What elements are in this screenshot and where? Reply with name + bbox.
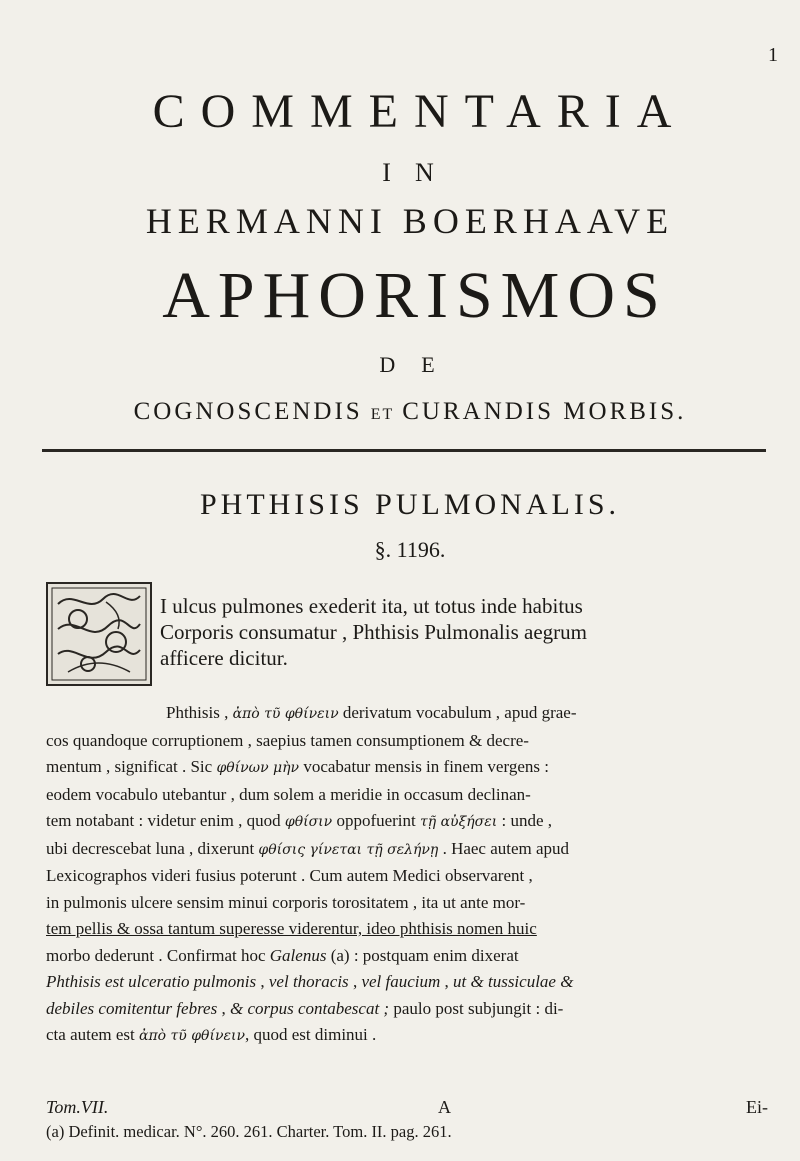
aphorism-line-1: I ulcus pulmones exederit ita, ut totus inde habitus	[160, 594, 583, 618]
tome-label: Tom.VII.	[46, 1097, 109, 1117]
title-aphorismos: APHORISMOS	[162, 259, 668, 332]
signature-mark: A	[438, 1097, 451, 1117]
commentary-line: tem pellis & ossa tantum superesse viderentur, ideo phthisis nomen huic	[46, 919, 537, 938]
commentary-line: Lexicographos videri fusius poterunt . Cum autem Medici observarent ,	[46, 866, 533, 885]
catchword: Ei-	[746, 1097, 768, 1117]
title-subject	[40, 398, 780, 426]
ornate-initial-drawing	[48, 584, 150, 684]
commentary-line: ubi decrescebat luna , dixerunt φθίσις γίνεται τῇ σελήνῃ . Haec autem apud	[46, 838, 570, 858]
footnote: (a) Definit. medicar. N°. 260. 261. Charter. Tom. II. pag. 261.	[46, 1122, 452, 1141]
subject-part1: COGNOSCENDIS	[133, 398, 363, 425]
aphorism-line-2: Corporis consumatur , Phthisis Pulmonalis aegrum	[160, 620, 587, 644]
title-author: HERMANNI BOERHAAVE	[145, 201, 675, 241]
title-in: IN	[382, 158, 458, 187]
subject-conjunction: ET	[370, 406, 395, 423]
commentary-line: cta autem est ἀπὸ τῦ φθίνειν, quod est diminui .	[46, 1025, 377, 1044]
commentary-line: debiles comitentur febres , & corpus contabescat ; paulo post subjungit : di-	[46, 998, 564, 1018]
aphorism-text	[160, 593, 766, 671]
commentary-line: Phthisis est ulceratio pulmonis , vel thoracis , vel faucium , ut & tussiculae &	[46, 972, 574, 991]
ornate-initial-icon	[46, 582, 152, 686]
commentary-line: tem notabant : videtur enim , quod φθίσιν oppofuerint τῇ αὐξήσει : unde ,	[46, 811, 553, 830]
commentary-line: eodem vocabulo utebantur , dum solem a meridie in occasum declinan-	[46, 784, 531, 804]
commentary-line: morbo dederunt . Confirmat hoc Galenus (a) : postquam enim dixerat	[46, 945, 519, 965]
commentary-body	[46, 700, 786, 1050]
commentary-line: mentum , significat . Sic φθίνων μὴν vocabatur mensis in finem vergens :	[46, 757, 549, 776]
section-title: PHTHISIS PULMONALIS.	[199, 488, 621, 521]
commentary-line: cos quandoque corruptionem , saepius tamen consumptionem & decre-	[46, 730, 529, 750]
subject-part2: CURANDIS MORBIS.	[402, 398, 687, 425]
paragraph-number: §. 1196.	[374, 537, 446, 562]
commentary-line: in pulmonis ulcere sensim minui corporis torositatem , ita ut ante mor-	[46, 892, 526, 912]
page-number: 1	[768, 44, 778, 66]
title-commentaria: COMMENTARIA	[152, 85, 688, 138]
commentary-line: Phthisis , ἀπὸ τῦ φθίνειν derivatum vocabulum , apud grae-	[166, 703, 577, 722]
aphorism-line-3: afficere dicitur.	[160, 646, 288, 670]
title-de: DE	[379, 352, 461, 377]
horizontal-rule	[42, 449, 766, 452]
